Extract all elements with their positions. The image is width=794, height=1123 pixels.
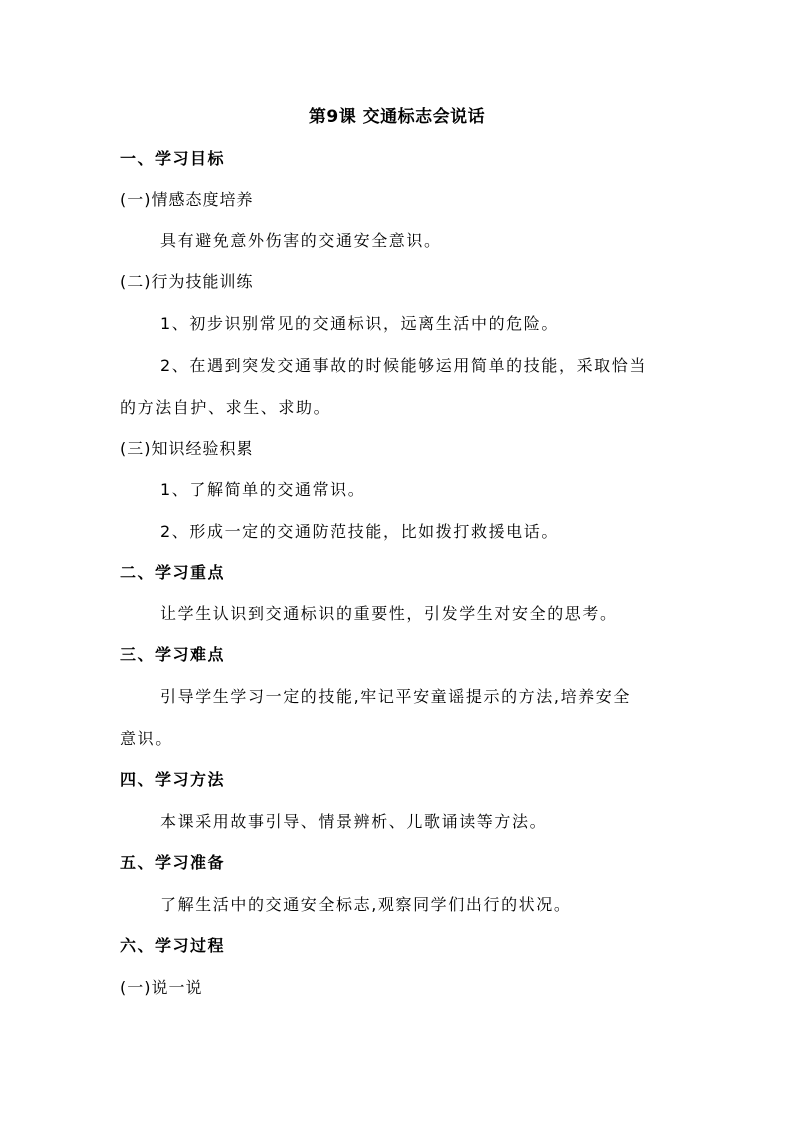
paragraph-continuation: 意识。 bbox=[120, 729, 173, 748]
section-heading-process: 六、学习过程 bbox=[120, 936, 226, 955]
paragraph: 2、形成一定的交通防范技能，比如拨打救援电话。 bbox=[160, 522, 559, 541]
section-heading-difficulties: 三、学习难点 bbox=[120, 645, 226, 664]
subheading-skills: (二)行为技能训练 bbox=[120, 272, 254, 291]
section-heading-goals: 一、学习目标 bbox=[120, 149, 226, 168]
subheading-attitude: (一)情感态度培养 bbox=[120, 190, 254, 209]
paragraph: 让学生认识到交通标识的重要性，引发学生对安全的思考。 bbox=[160, 604, 618, 623]
paragraph: 1、了解简单的交通常识。 bbox=[160, 480, 366, 499]
paragraph: 具有避免意外伤害的交通安全意识。 bbox=[160, 231, 442, 250]
subheading-talk: (一)说一说 bbox=[120, 978, 203, 997]
section-heading-preparation: 五、学习准备 bbox=[120, 853, 226, 872]
section-heading-key-points: 二、学习重点 bbox=[120, 563, 226, 582]
document-title: 第9课 交通标志会说话 bbox=[308, 107, 486, 127]
paragraph: 本课采用故事引导、情景辨析、儿歌诵读等方法。 bbox=[160, 812, 548, 831]
paragraph: 引导学生学习一定的技能,牢记平安童谣提示的方法,培养安全 bbox=[160, 687, 631, 706]
paragraph-continuation: 的方法自护、求生、求助。 bbox=[120, 398, 332, 417]
section-heading-methods: 四、学习方法 bbox=[120, 770, 226, 789]
paragraph: 1、初步识别常见的交通标识，远离生活中的危险。 bbox=[160, 314, 559, 333]
subheading-knowledge: (三)知识经验积累 bbox=[120, 439, 254, 458]
paragraph: 了解生活中的交通安全标志,观察同学们出行的状况。 bbox=[160, 895, 572, 914]
paragraph: 2、在遇到突发交通事故的时候能够运用简单的技能，采取恰当 bbox=[160, 356, 647, 375]
